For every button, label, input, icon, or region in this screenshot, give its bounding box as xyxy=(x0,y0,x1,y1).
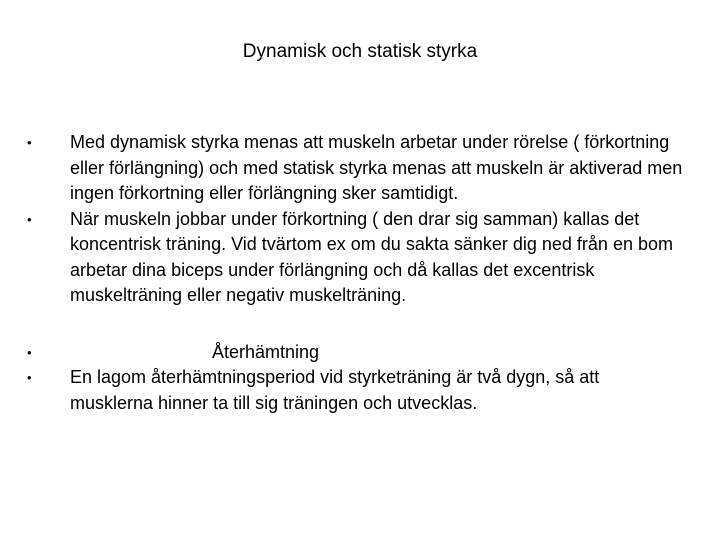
bullet-item-recovery-heading xyxy=(27,340,687,366)
bullet-marker: • xyxy=(27,135,32,150)
bullet-item-dynamic-static xyxy=(27,130,687,207)
bullet-text: När muskeln jobbar under förkortning ( den drar sig samman) kallas det koncentrisk träning. Vid tvärtom ex om du sakta sänker dig ned från en bom arbetar dina biceps under förlängning och då kallas det excentrisk muskelträning eller negativ muskelträning. xyxy=(70,208,673,305)
bullet-marker: • xyxy=(27,344,32,360)
slide-title: Dynamisk och statisk styrka xyxy=(242,41,478,62)
bullet-marker: • xyxy=(27,370,32,385)
bullet-list xyxy=(27,130,687,416)
recovery-heading: Återhämtning xyxy=(212,341,320,362)
bullet-marker: • xyxy=(27,211,32,227)
bullet-text: En lagom återhämtningsperiod vid styrketräning är två dygn, så att musklerna hinner ta till sig träningen och utvecklas. xyxy=(70,367,600,413)
bullet-item-recovery-period xyxy=(27,365,687,416)
bullet-text: Med dynamisk styrka menas att muskeln arbetar under rörelse ( förkortning eller förlängning) och med statisk styrka menas att muskeln är aktiverad men ingen förkortning eller förlängning sker samtidigt. xyxy=(70,132,683,203)
bullet-item-concentric-eccentric xyxy=(27,207,687,309)
